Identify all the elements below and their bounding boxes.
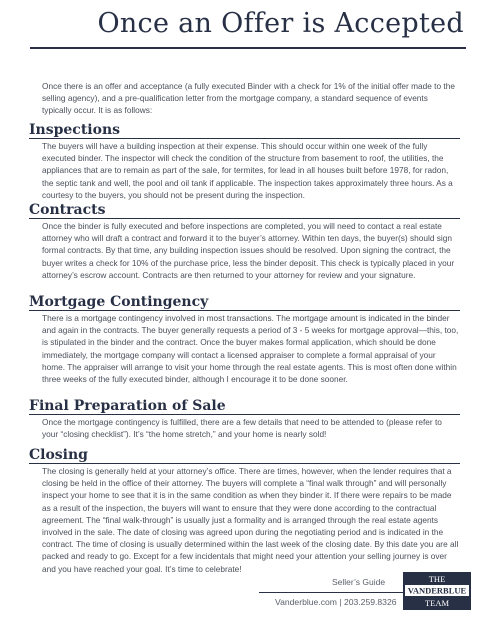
section-body: There is a mortgage contingency involved in most transactions. The mortgage amount is indicated in the binder and again in the contracts. The buyer generally requests a period of 3 - 5 weeks for mortgage approval—this, too, is stipulated in the binder and the contract. Once the buyer makes formal application, which should be done immediately, the mortgage company will contact a licensed appraiser to complete a formal appraisal of your home. The appraiser will arrange to visit your home through the real estate agents. This is most often done within three weeks of the fully executed binder, although I encourage it to be done sooner. xyxy=(42,313,459,385)
section-body: Once the binder is fully executed and before inspections are completed, you will need to contact a real estate attorney who will draft a contract and forward it to the buyer’s attorney. Within ten days, the buyer(s) should sign formal contracts. By that time, any building inspection issues should be resolved. Upon signing the contract, the buyer writes a check for 10% of the purchase price, less the binder deposit. This check is typically placed in your attorney’s escrow account. Contracts are then returned to your attorney for review and your signature. xyxy=(42,221,455,280)
heading-underline xyxy=(29,310,460,311)
section-contracts xyxy=(29,202,460,281)
section-inspections xyxy=(29,122,460,201)
section-heading: Final Preparation of Sale xyxy=(29,398,226,414)
section-final-preparation xyxy=(29,398,460,440)
footer-guide-label: Seller’s Guide xyxy=(332,577,386,587)
section-body: Once the mortgage contingency is fulfilled, there are a few details that need to be attended to (please refer to your “closing checklist”). It’s “the home stretch,” and your home is nearly sold! xyxy=(42,417,442,440)
section-mortgage-contingency xyxy=(29,294,460,385)
vanderblue-team-logo xyxy=(403,572,471,610)
footer-contact[interactable]: Vanderblue.com | 203.259.8326 xyxy=(275,597,397,607)
heading-underline xyxy=(29,138,460,139)
intro-paragraph: Once there is an offer and acceptance (a fully executed Binder with a check for 1% of the initial offer made to the selling agency), and a pre-qualification letter from the mortgage company, a standard sequence of events typically occur. It is as follows: xyxy=(42,81,455,116)
section-heading: Closing xyxy=(29,447,88,463)
heading-underline xyxy=(29,218,460,219)
section-body: The buyers will have a building inspection at their expense. This should occur within one week of the fully executed binder. The inspector will check the condition of the structure from basement to roof, the utilities, the appliances that are to remain as part of the sale, for termites, for lead in all houses built before 1978, for radon, the septic tank and well, the pool and oil tank if applicable. The inspection takes approximately three hours. As a courtesy to the buyers, you should not be present during the inspection. xyxy=(42,141,453,200)
section-heading: Contracts xyxy=(29,202,106,218)
footer-divider xyxy=(259,592,407,593)
section-heading: Inspections xyxy=(29,122,121,138)
svg-text:VANDERBLUE: VANDERBLUE xyxy=(407,585,467,596)
title-divider xyxy=(30,47,466,49)
section-heading: Mortgage Contingency xyxy=(29,294,209,310)
page-title: Once an Offer is Accepted xyxy=(97,8,464,39)
svg-text:TEAM: TEAM xyxy=(424,598,450,608)
svg-text:THE: THE xyxy=(428,574,446,584)
section-body: The closing is generally held at your attorney’s office. There are times, however, when the lender requires that a closing be held in the office of their attorney. The buyers will complete a “final walk through” and will personally inspect your home to see that it is in the same condition as when they binder it. If there were repairs to be made as a result of the inspection, the buyers will want to ensure that they were done according to the contractual agreement. The “final walk-through” is usually just a formality and is arranged through the real estate agents involved in the sale. The date of closing was agreed upon during the negotiating period and is indicated in the contract. The time of closing is usually determined within the last week of the closing date. By this date you are all packed and ready to go. Except for a few incidentals that might need your attention your selling journey is over and you have reached your goal. It’s time to celebrate! xyxy=(42,466,459,574)
heading-underline xyxy=(29,414,460,415)
section-closing xyxy=(29,447,460,575)
heading-underline xyxy=(29,463,460,464)
